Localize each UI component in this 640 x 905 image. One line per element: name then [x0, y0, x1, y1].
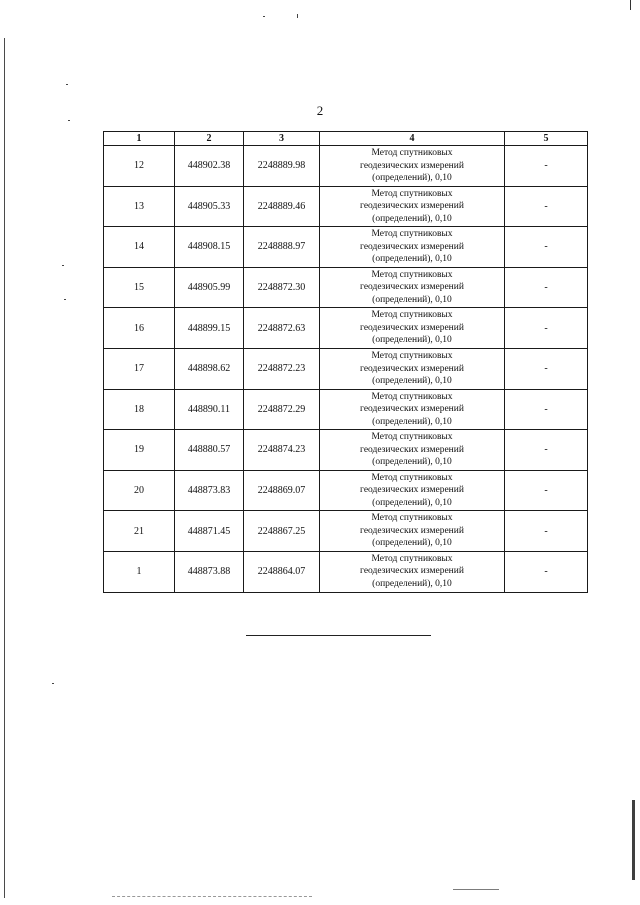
table-row [104, 348, 588, 389]
header-col-1: 1 [104, 132, 175, 146]
method-text-line: Метод спутниковых [371, 351, 453, 362]
method-text-line: геодезических измерений [360, 160, 464, 171]
scan-speck [297, 14, 298, 18]
y-coordinate-cell: 2248888.97 [244, 227, 320, 268]
x-coordinate-cell: 448905.33 [175, 186, 244, 227]
y-coordinate-cell: 2248872.30 [244, 267, 320, 308]
method-text-line: Метод спутниковых [371, 391, 453, 402]
scan-speck [52, 683, 54, 684]
method-cell [320, 470, 505, 511]
scan-edge-artifact [4, 38, 5, 898]
point-number-cell: 18 [104, 389, 175, 430]
method-text-line: Метод спутниковых [371, 310, 453, 321]
method-cell [320, 511, 505, 552]
point-number-cell: 1 [104, 551, 175, 592]
point-number-cell: 13 [104, 186, 175, 227]
table-row [104, 430, 588, 471]
point-number-cell: 14 [104, 227, 175, 268]
y-coordinate-cell: 2248889.46 [244, 186, 320, 227]
table-row [104, 551, 588, 592]
x-coordinate-cell: 448905.99 [175, 267, 244, 308]
method-text-line: геодезических измерений [360, 444, 464, 455]
method-text-line: Метод спутниковых [371, 432, 453, 443]
table-header-row [104, 132, 588, 146]
table-row [104, 511, 588, 552]
table-row [104, 267, 588, 308]
method-text-line: Метод спутниковых [371, 269, 453, 280]
method-text-line: (определений), 0,10 [372, 254, 452, 265]
table-row [104, 389, 588, 430]
closing-rule [246, 635, 431, 636]
y-coordinate-cell: 2248889.98 [244, 146, 320, 187]
column-5-cell: - [505, 186, 588, 227]
method-text-line: (определений), 0,10 [372, 173, 452, 184]
x-coordinate-cell: 448899.15 [175, 308, 244, 349]
x-coordinate-cell: 448871.45 [175, 511, 244, 552]
point-number-cell: 16 [104, 308, 175, 349]
table-row [104, 186, 588, 227]
method-text-line: геодезических измерений [360, 566, 464, 577]
y-coordinate-cell: 2248874.23 [244, 430, 320, 471]
method-text-line: геодезических измерений [360, 404, 464, 415]
method-cell [320, 146, 505, 187]
method-text-line: геодезических измерений [360, 322, 464, 333]
header-col-5: 5 [505, 132, 588, 146]
scan-bottom-noise [112, 896, 312, 897]
scan-edge-artifact [630, 0, 631, 10]
table-row [104, 227, 588, 268]
method-cell [320, 389, 505, 430]
method-cell [320, 186, 505, 227]
y-coordinate-cell: 2248872.29 [244, 389, 320, 430]
header-col-3: 3 [244, 132, 320, 146]
y-coordinate-cell: 2248867.25 [244, 511, 320, 552]
scan-speck [64, 299, 66, 300]
scan-bottom-noise [453, 889, 499, 890]
column-5-cell: - [505, 511, 588, 552]
method-text-line: (определений), 0,10 [372, 335, 452, 346]
method-text-line: Метод спутниковых [371, 188, 453, 199]
column-5-cell: - [505, 267, 588, 308]
method-text-line: (определений), 0,10 [372, 578, 452, 589]
point-number-cell: 12 [104, 146, 175, 187]
method-text-line: Метод спутниковых [371, 513, 453, 524]
column-5-cell: - [505, 551, 588, 592]
table-row [104, 146, 588, 187]
x-coordinate-cell: 448908.15 [175, 227, 244, 268]
y-coordinate-cell: 2248869.07 [244, 470, 320, 511]
column-5-cell: - [505, 348, 588, 389]
method-text-line: геодезических измерений [360, 363, 464, 374]
table-row [104, 470, 588, 511]
y-coordinate-cell: 2248872.23 [244, 348, 320, 389]
x-coordinate-cell: 448873.88 [175, 551, 244, 592]
method-cell [320, 267, 505, 308]
header-col-4: 4 [320, 132, 505, 146]
point-number-cell: 17 [104, 348, 175, 389]
scan-speck [62, 265, 64, 266]
scan-speck [68, 120, 70, 121]
x-coordinate-cell: 448902.38 [175, 146, 244, 187]
method-cell [320, 430, 505, 471]
point-number-cell: 19 [104, 430, 175, 471]
x-coordinate-cell: 448873.83 [175, 470, 244, 511]
point-number-cell: 15 [104, 267, 175, 308]
column-5-cell: - [505, 146, 588, 187]
x-coordinate-cell: 448890.11 [175, 389, 244, 430]
method-text-line: (определений), 0,10 [372, 538, 452, 549]
method-cell [320, 551, 505, 592]
column-5-cell: - [505, 389, 588, 430]
method-cell [320, 348, 505, 389]
x-coordinate-cell: 448880.57 [175, 430, 244, 471]
method-text-line: геодезических измерений [360, 485, 464, 496]
method-text-line: геодезических измерений [360, 282, 464, 293]
table-row [104, 308, 588, 349]
method-text-line: (определений), 0,10 [372, 294, 452, 305]
coordinates-table [103, 131, 588, 593]
method-text-line: геодезических измерений [360, 201, 464, 212]
method-text-line: (определений), 0,10 [372, 376, 452, 387]
x-coordinate-cell: 448898.62 [175, 348, 244, 389]
column-5-cell: - [505, 308, 588, 349]
header-col-2: 2 [175, 132, 244, 146]
scan-speck [66, 84, 68, 85]
method-text-line: Метод спутниковых [371, 229, 453, 240]
scan-speck [263, 16, 265, 17]
point-number-cell: 21 [104, 511, 175, 552]
column-5-cell: - [505, 430, 588, 471]
page-number: 2 [316, 103, 324, 118]
method-text-line: Метод спутниковых [371, 553, 453, 564]
method-text-line: геодезических измерений [360, 241, 464, 252]
y-coordinate-cell: 2248864.07 [244, 551, 320, 592]
scan-edge-artifact [632, 800, 635, 880]
method-text-line: (определений), 0,10 [372, 213, 452, 224]
method-text-line: (определений), 0,10 [372, 497, 452, 508]
method-text-line: (определений), 0,10 [372, 416, 452, 427]
method-text-line: (определений), 0,10 [372, 457, 452, 468]
y-coordinate-cell: 2248872.63 [244, 308, 320, 349]
method-cell [320, 308, 505, 349]
column-5-cell: - [505, 470, 588, 511]
method-text-line: Метод спутниковых [371, 148, 453, 159]
method-text-line: Метод спутниковых [371, 472, 453, 483]
table-body [104, 146, 588, 593]
point-number-cell: 20 [104, 470, 175, 511]
column-5-cell: - [505, 227, 588, 268]
method-text-line: геодезических измерений [360, 525, 464, 536]
method-cell [320, 227, 505, 268]
